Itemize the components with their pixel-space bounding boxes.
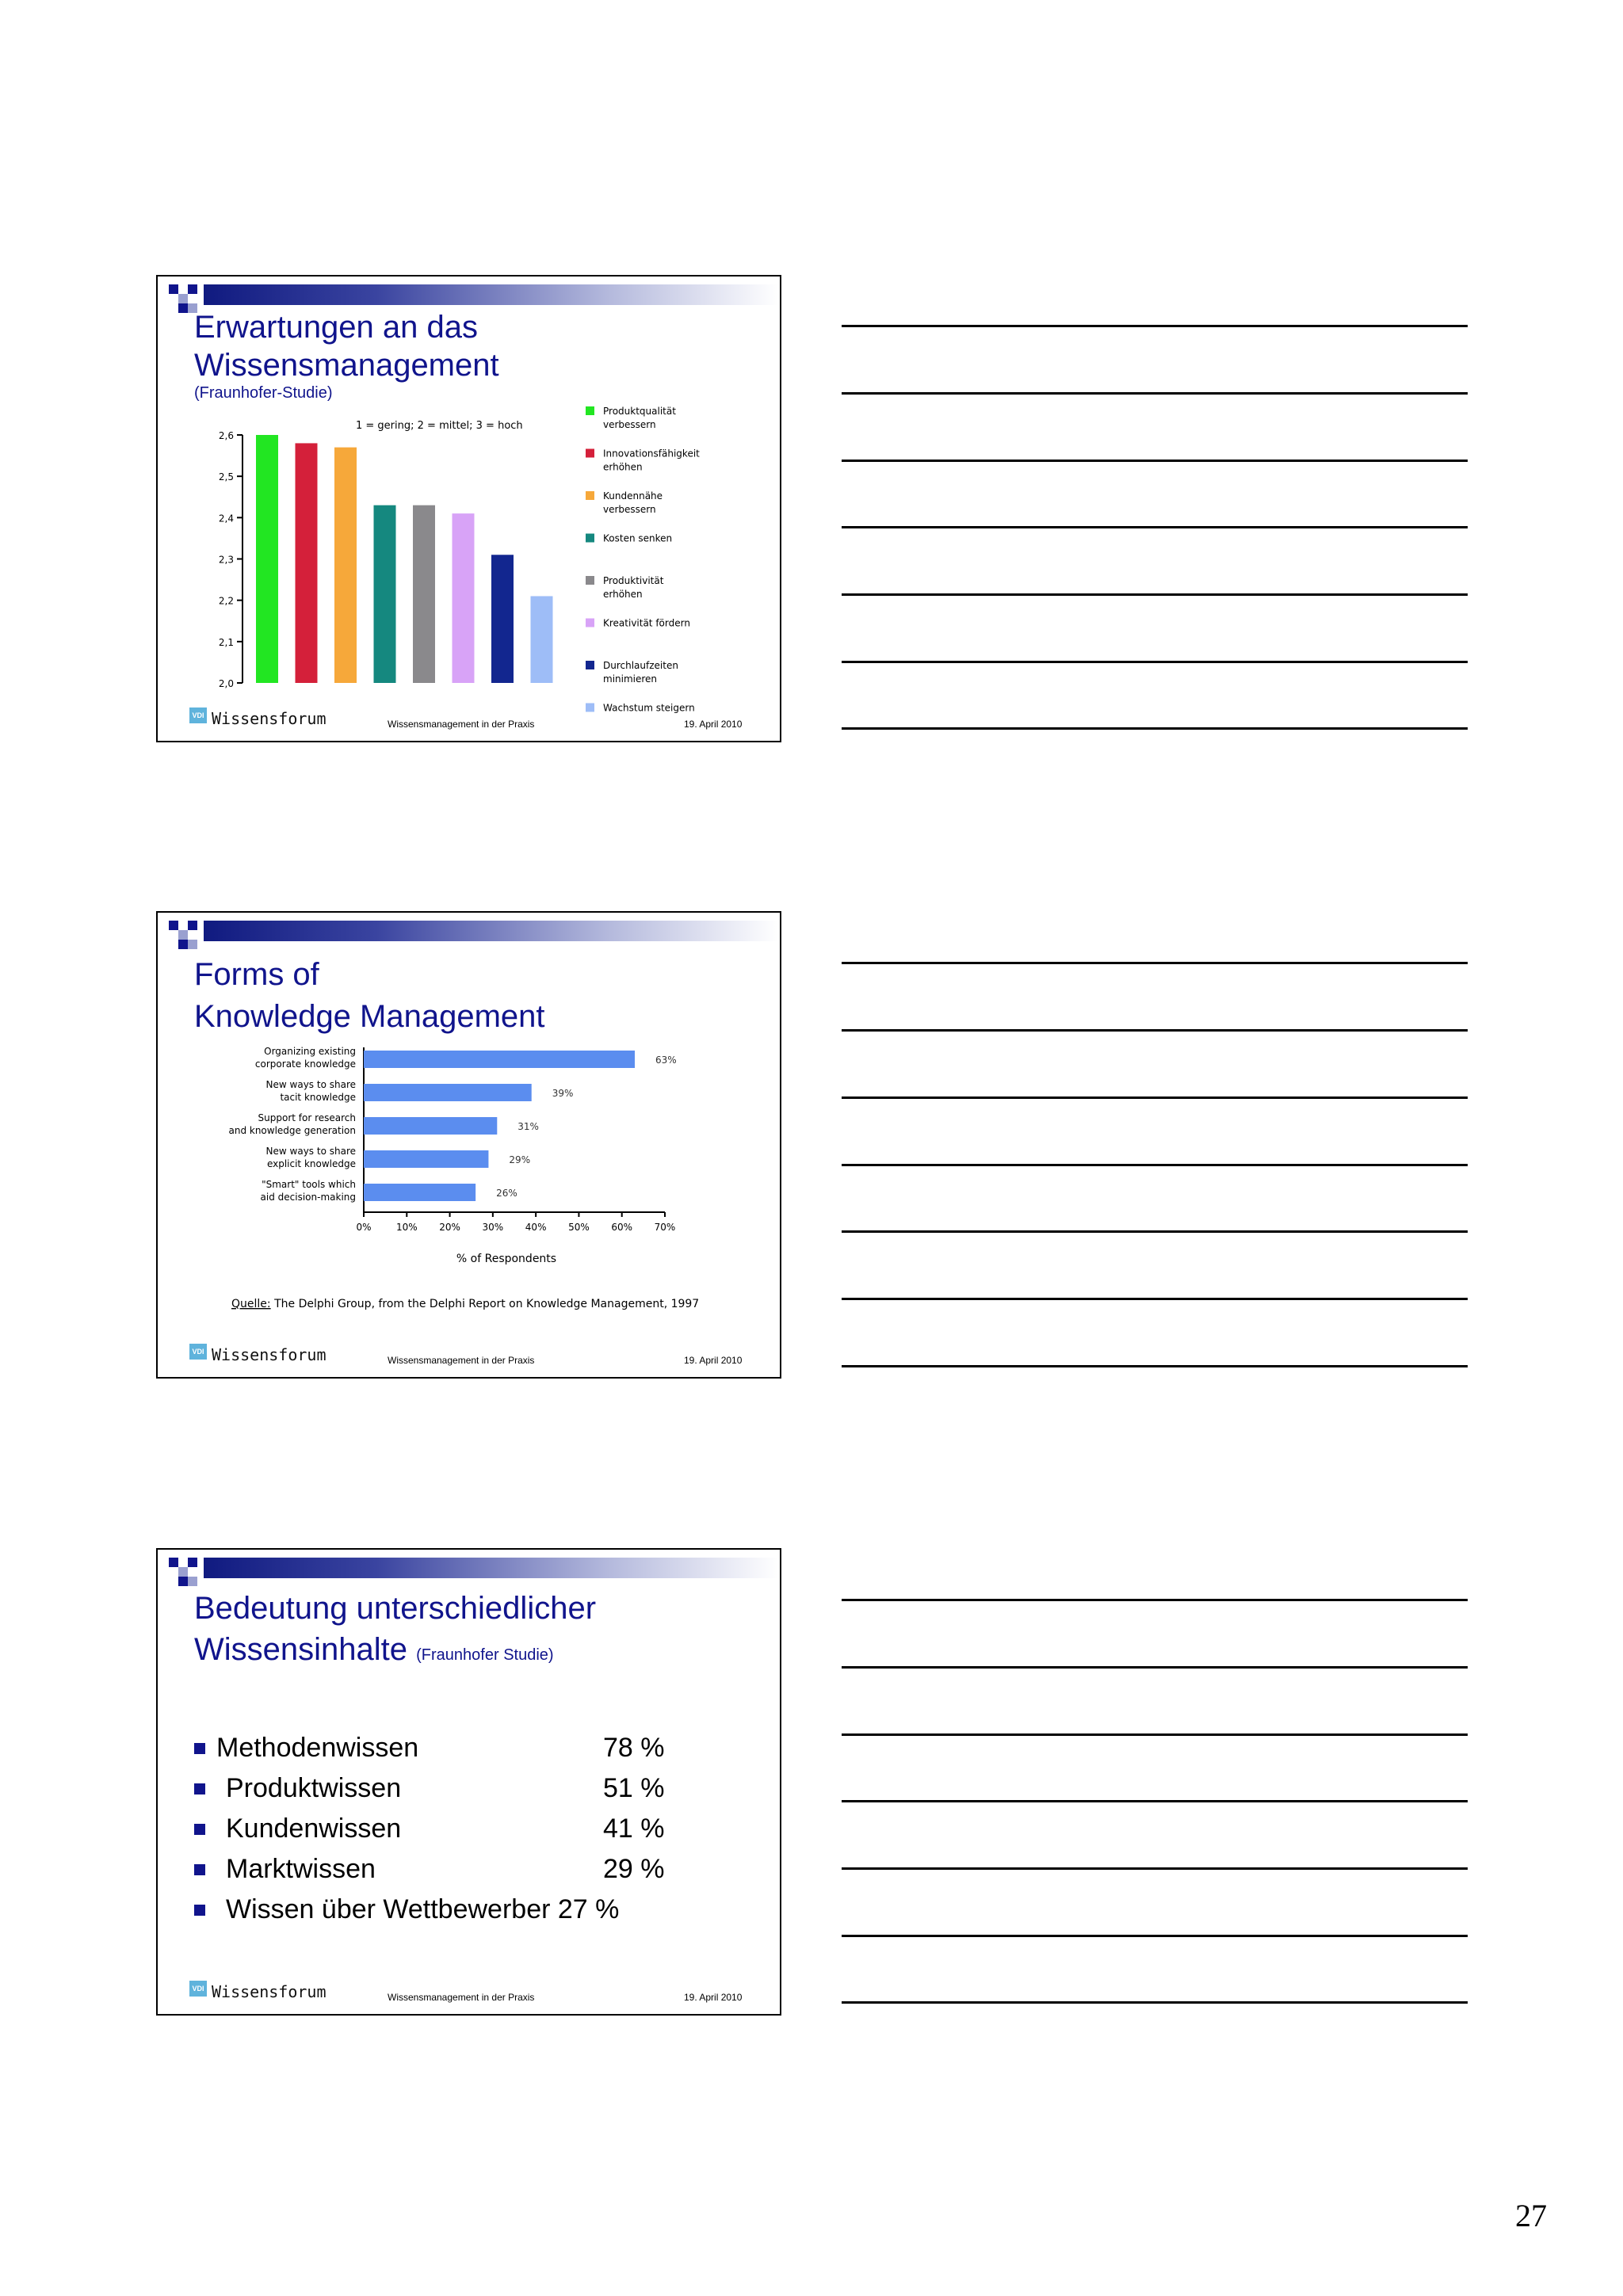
- bullet-label: Methodenwissen: [216, 1733, 419, 1763]
- note-line: [842, 2001, 1468, 2004]
- bar: [413, 505, 435, 683]
- legend-label: Produktivität erhöhen: [603, 575, 664, 600]
- deco-square: [188, 921, 197, 930]
- note-line: [842, 526, 1468, 528]
- horizontal-bar-chart: [158, 1039, 783, 1310]
- bar: [453, 513, 475, 683]
- legend-label: Kundennähe verbessern: [603, 490, 663, 515]
- chart-annotation: 1 = gering; 2 = mittel; 3 = hoch: [356, 420, 523, 432]
- category-label: New ways to share explicit knowledge: [265, 1146, 356, 1169]
- bullet-square-icon: [194, 1783, 205, 1794]
- legend-label: Durchlaufzeiten minimieren: [603, 660, 678, 685]
- note-line: [842, 1935, 1468, 1937]
- x-tick-label: 60%: [611, 1222, 633, 1233]
- bullet-label: Wissen über Wettbewerber: [226, 1894, 551, 1924]
- note-line: [842, 1029, 1468, 1032]
- bar-chart: [158, 403, 783, 720]
- legend-label: Wachstum steigern: [603, 702, 695, 714]
- bar: [491, 555, 514, 683]
- bullet-value: 41 %: [603, 1814, 665, 1844]
- footer-center-text: Wissensmanagement in der Praxis: [388, 1992, 535, 2003]
- y-tick-label: 2,5: [218, 471, 234, 483]
- slide-title: [194, 954, 545, 1038]
- deco-square: [178, 930, 188, 940]
- legend-swatch: [586, 449, 594, 458]
- bar: [334, 448, 357, 683]
- category-label: Support for research and knowledge generation: [228, 1112, 356, 1136]
- category-label: "Smart" tools which aid decision-making: [260, 1179, 356, 1203]
- bar: [364, 1117, 497, 1135]
- header-gradient-bar: [204, 1558, 778, 1578]
- deco-square: [188, 1558, 197, 1567]
- data-label: 63%: [655, 1055, 677, 1066]
- deco-square: [178, 1567, 188, 1577]
- legend-swatch: [586, 406, 594, 415]
- title-line-1: Forms of: [194, 957, 319, 992]
- title-line-1: Erwartungen an das: [194, 310, 479, 345]
- note-line: [842, 1733, 1468, 1736]
- legend-label: Kreativität fördern: [603, 617, 690, 629]
- bar: [364, 1084, 532, 1101]
- bullet-square-icon: [194, 1864, 205, 1875]
- footer-date: 19. April 2010: [684, 1355, 743, 1366]
- bar: [296, 443, 318, 683]
- legend-swatch: [586, 534, 594, 543]
- brand-name: Wissensforum: [212, 1982, 327, 2001]
- legend-swatch: [586, 661, 594, 669]
- vdi-logo-badge: VDI: [189, 1344, 207, 1360]
- legend-label: Produktqualität verbessern: [603, 406, 676, 430]
- bullet-text: [226, 1890, 619, 1930]
- source-label: Quelle:: [231, 1298, 271, 1310]
- legend-swatch: [586, 619, 594, 627]
- title-line-2-text: Wissensinhalte: [194, 1632, 408, 1667]
- note-line: [842, 1666, 1468, 1669]
- source-note: [231, 1298, 699, 1310]
- legend-swatch: [586, 491, 594, 500]
- note-line: [842, 460, 1468, 462]
- data-label: 26%: [496, 1188, 517, 1199]
- note-line: [842, 392, 1468, 395]
- note-line: [842, 1365, 1468, 1367]
- legend-label: Kosten senken: [603, 532, 673, 544]
- y-tick-label: 2,2: [218, 595, 234, 607]
- y-tick-label: 2,4: [218, 513, 234, 524]
- deco-square: [169, 921, 178, 930]
- y-tick-label: 2,6: [218, 430, 234, 441]
- category-label: New ways to share tacit knowledge: [265, 1079, 356, 1103]
- legend-swatch: [586, 704, 594, 712]
- bullet-value: 78 %: [603, 1733, 665, 1763]
- slide-1: [156, 275, 781, 742]
- bar: [374, 505, 396, 683]
- category-label: Organizing existing corporate knowledge: [254, 1046, 356, 1070]
- note-line: [842, 1298, 1468, 1300]
- data-label: 31%: [517, 1121, 539, 1132]
- note-line: [842, 1599, 1468, 1601]
- note-line: [842, 1800, 1468, 1802]
- vdi-logo-badge: VDI: [189, 707, 207, 723]
- y-tick-label: 2,0: [218, 678, 234, 689]
- note-line: [842, 962, 1468, 964]
- brand-name: Wissensforum: [212, 709, 327, 728]
- bullet-value: 29 %: [603, 1854, 665, 1884]
- note-line: [842, 1867, 1468, 1870]
- x-tick-label: 40%: [525, 1222, 547, 1233]
- bullet-label: Produktwissen: [226, 1773, 402, 1803]
- note-line: [842, 325, 1468, 327]
- x-tick-label: 30%: [482, 1222, 504, 1233]
- legend-label: Innovationsfähigkeit erhöhen: [603, 448, 700, 473]
- note-line: [842, 1097, 1468, 1099]
- bar: [364, 1051, 635, 1068]
- note-line: [842, 661, 1468, 663]
- deco-square: [178, 940, 188, 949]
- slide-title: [194, 308, 499, 384]
- header-gradient-bar: [204, 921, 778, 941]
- deco-square: [188, 940, 197, 949]
- note-line: [842, 593, 1468, 596]
- deco-square: [178, 303, 188, 313]
- deco-square: [178, 294, 188, 303]
- note-line: [842, 1230, 1468, 1233]
- bullet-square-icon: [194, 1905, 205, 1916]
- deco-square: [188, 1577, 197, 1586]
- bullet-square-icon: [194, 1743, 205, 1754]
- bullet-label: Marktwissen: [226, 1854, 376, 1884]
- note-line: [842, 727, 1468, 730]
- bullet-square-icon: [194, 1824, 205, 1835]
- slide-3: [156, 1548, 781, 2016]
- legend-swatch: [586, 576, 594, 585]
- x-tick-label: 50%: [568, 1222, 590, 1233]
- slide-header-decoration: [158, 913, 783, 960]
- title-line-2: Knowledge Management: [194, 999, 545, 1034]
- deco-square: [178, 1577, 188, 1586]
- bullet-value: 51 %: [603, 1773, 665, 1803]
- deco-square: [188, 284, 197, 294]
- note-line: [842, 1164, 1468, 1166]
- bar: [531, 596, 553, 683]
- footer-date: 19. April 2010: [684, 719, 743, 730]
- x-tick-label: 20%: [439, 1222, 460, 1233]
- bullet-label: Kundenwissen: [226, 1814, 402, 1844]
- x-tick-label: 70%: [654, 1222, 676, 1233]
- y-tick-label: 2,3: [218, 554, 234, 566]
- bar: [256, 435, 278, 683]
- slide-2: [156, 911, 781, 1379]
- deco-square: [169, 284, 178, 294]
- title-line-1: Bedeutung unterschiedlicher: [194, 1591, 597, 1626]
- footer-center-text: Wissensmanagement in der Praxis: [388, 1355, 535, 1366]
- source-text: The Delphi Group, from the Delphi Report on Knowledge Management, 1997: [270, 1298, 700, 1310]
- bar: [364, 1184, 475, 1201]
- y-tick-label: 2,1: [218, 636, 234, 648]
- x-tick-label: 10%: [395, 1222, 418, 1233]
- data-label: 29%: [509, 1154, 531, 1165]
- deco-square: [169, 1558, 178, 1567]
- bullet-value: 27 %: [557, 1894, 620, 1924]
- data-label: 39%: [552, 1088, 574, 1099]
- x-axis-label: % of Respondents: [456, 1253, 557, 1265]
- vdi-logo-badge: VDI: [189, 1981, 207, 1997]
- brand-name: Wissensforum: [212, 1345, 327, 1364]
- page-number: 27: [1515, 2198, 1547, 2233]
- slide-subtitle: (Fraunhofer Studie): [416, 1646, 554, 1664]
- slide-subtitle: (Fraunhofer-Studie): [194, 384, 333, 402]
- footer-date: 19. April 2010: [684, 1992, 743, 2003]
- title-line-2: [194, 1629, 596, 1676]
- x-tick-label: 0%: [356, 1222, 372, 1233]
- bar: [364, 1150, 488, 1168]
- header-gradient-bar: [204, 284, 778, 305]
- title-line-2: Wissensmanagement: [194, 348, 499, 383]
- slide-title: [194, 1588, 596, 1676]
- footer-center-text: Wissensmanagement in der Praxis: [388, 719, 535, 730]
